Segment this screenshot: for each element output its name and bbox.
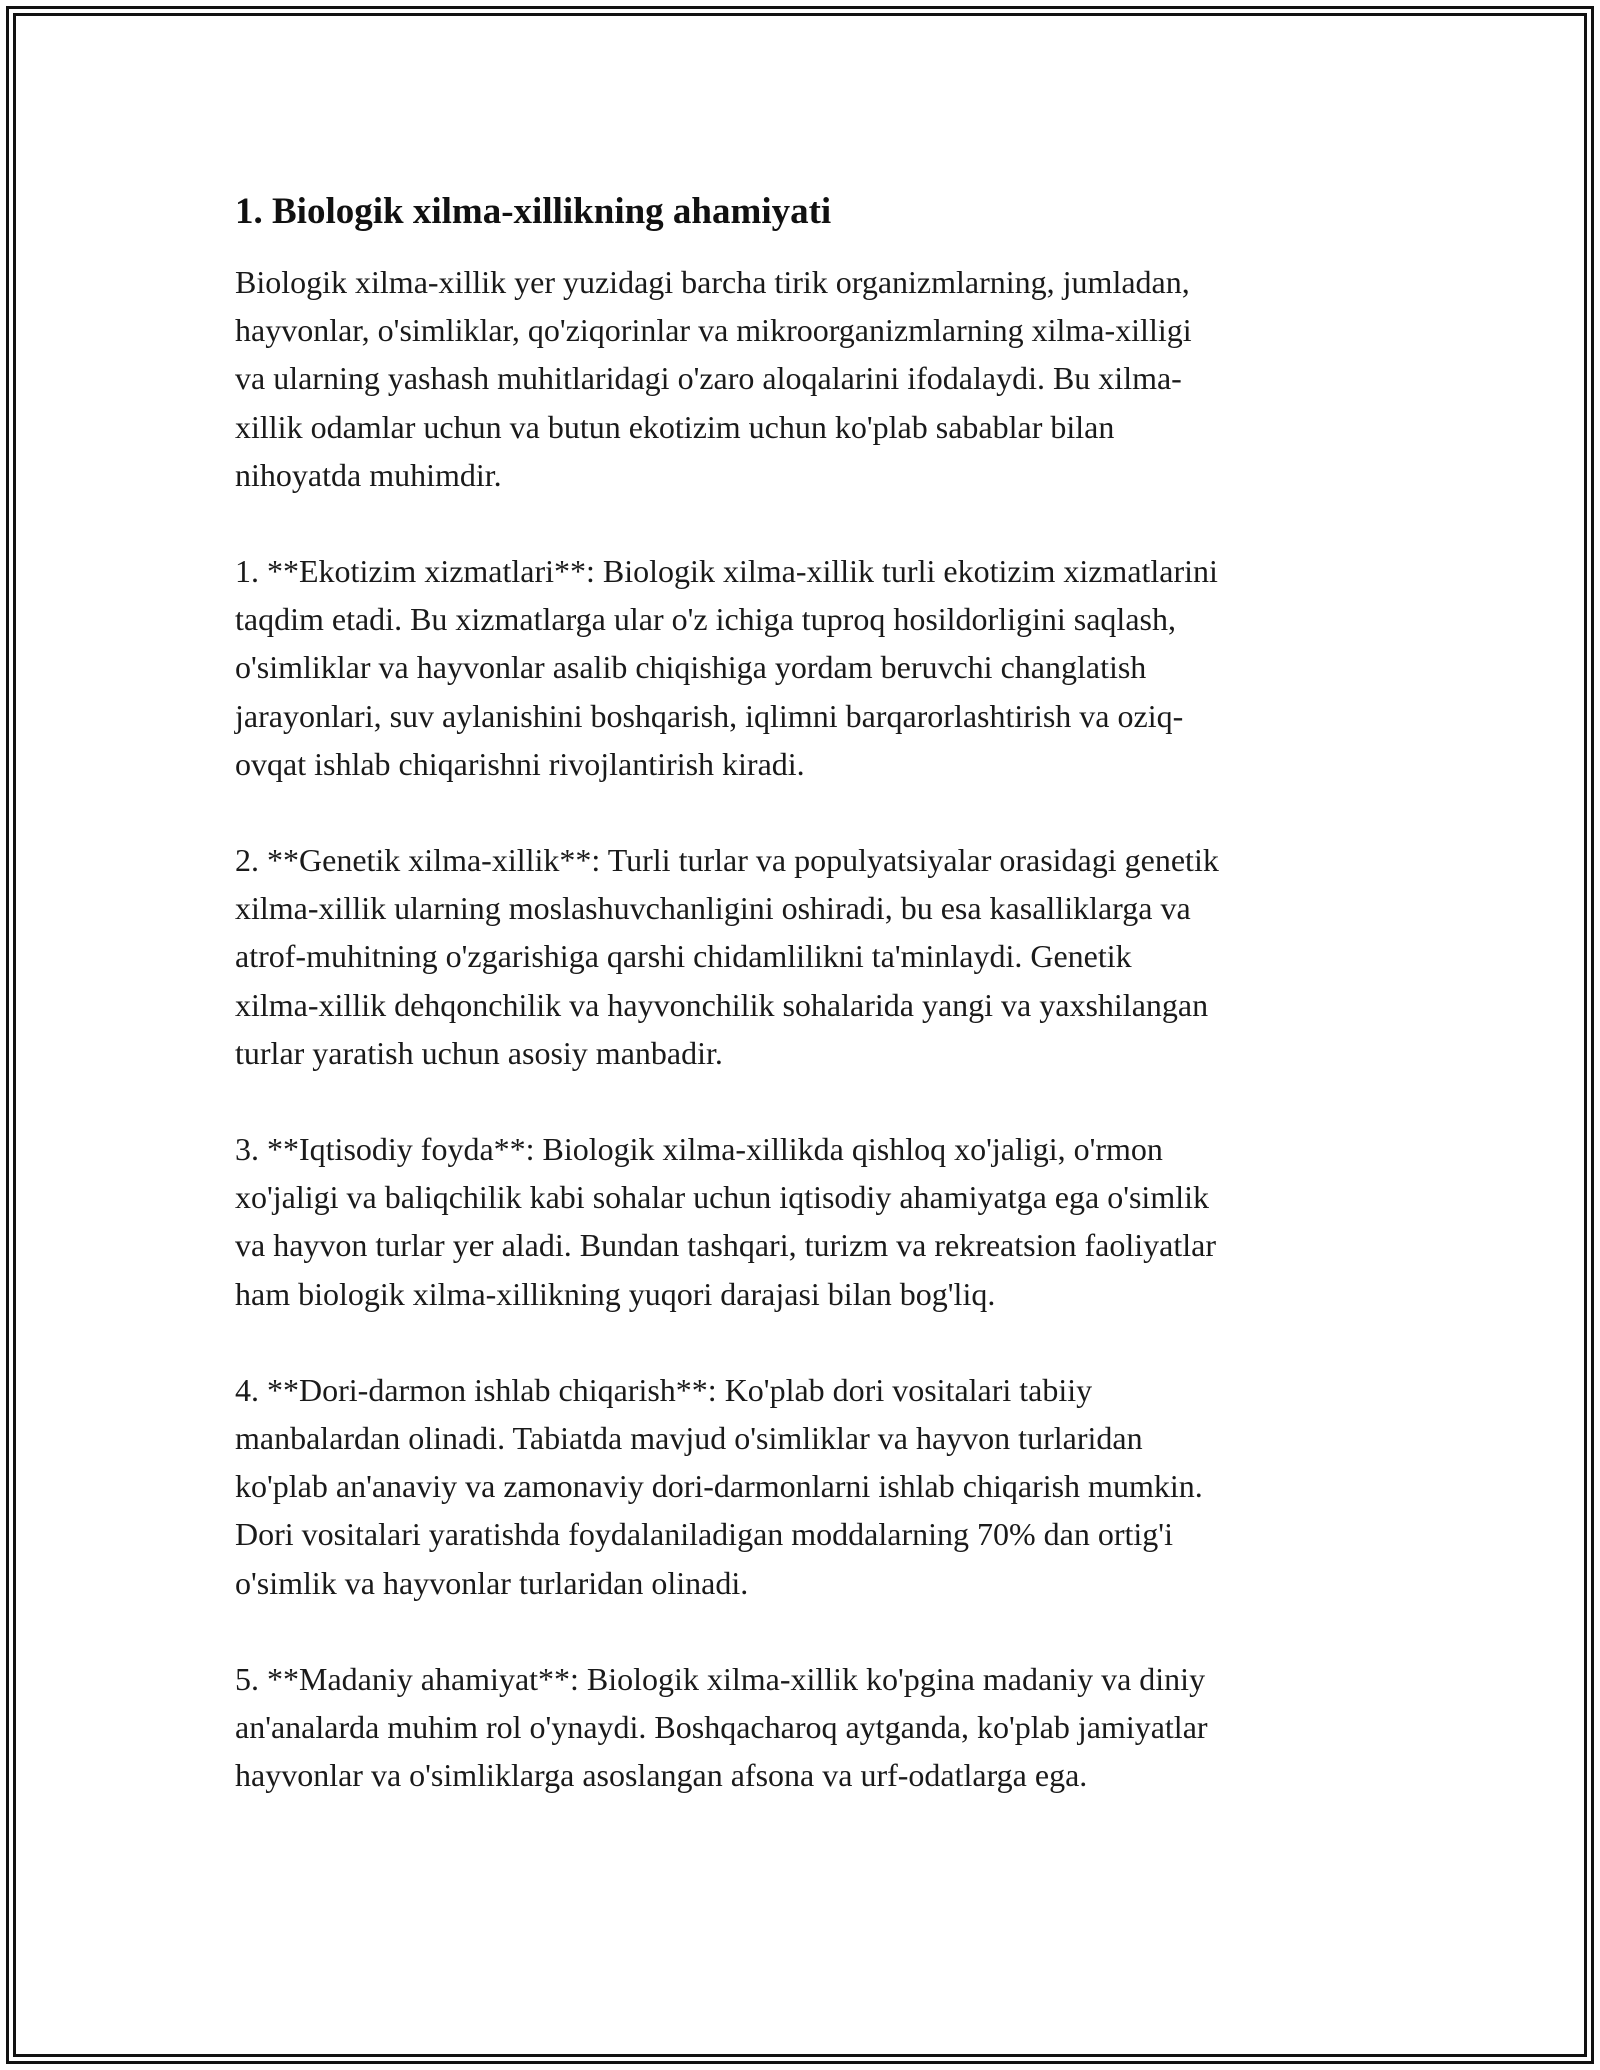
document-body xyxy=(235,188,1370,1847)
paragraph-ecosystem-services: 1. **Ekotizim xizmatlari**: Biologik xilma-xillik turli ekotizim xizmatlarini taqdim etadi. Bu xizmatlarga ular o'z ichiga tuproq hosildorligini saqlash, o'simliklar va hayvonlar asalib chiqishiga yordam beruvchi changlatish jarayonlari, suv aylanishini boshqarish, iqlimni barqarorlashtirish va oziq- ovqat ishlab chiqarishni rivojlantirish kiradi. xyxy=(235,553,1218,782)
document-title: 1. Biologik xilma-xillikning ahamiyati xyxy=(235,191,832,232)
paragraph-cultural-significance: 5. **Madaniy ahamiyat**: Biologik xilma-xillik ko'pgina madaniy va diniy an'analarda muhim rol o'ynaydi. Boshqacharoq aytganda, ko'plab jamiyatlar hayvonlar va o'simliklarga asoslangan afsona va urf-odatlarga ega. xyxy=(235,1660,1208,1794)
intro-paragraph: Biologik xilma-xillik yer yuzidagi barcha tirik organizmlarning, jumladan, hayvonlar, o'simliklar, qo'ziqorinlar va mikroorganizmlarning xilma-xilligi va ularning yashash muhitlaridagi o'zaro aloqalarini ifodalaydi. Bu xilma- xillik odamlar uchun va butun ekotizim uchun ko'plab sabablar bilan nihoyatda muhimdir. xyxy=(235,264,1192,493)
paragraph-genetic-diversity: 2. **Genetik xilma-xillik**: Turli turlar va populyatsiyalar orasidagi genetik xilma-xillik ularning moslashuvchanligini oshiradi, bu esa kasalliklarga va atrof-muhitning o'zgarishiga qarshi chidamlilikni ta'minlaydi. Genetik xilma-xillik dehqonchilik va hayvonchilik sohalarida yangi va yaxshilangan turlar yaratish uchun asosiy manbadir. xyxy=(235,842,1219,1071)
paragraph-medicine-production: 4. **Dori-darmon ishlab chiqarish**: Ko'plab dori vositalari tabiiy manbalardan olinadi. Tabiatda mavjud o'simliklar va hayvon turlaridan ko'plab an'anaviy va zamonaviy dori-darmonlarni ishlab chiqarish mumkin. Dori vositalari yaratishda foydalaniladigan moddalarning 70% dan ortig'i o'simlik va hayvonlar turlaridan olinadi. xyxy=(235,1371,1203,1601)
paragraph-economic-benefit: 3. **Iqtisodiy foyda**: Biologik xilma-xillikda qishloq xo'jaligi, o'rmon xo'jaligi va baliqchilik kabi sohalar uchun iqtisodiy ahamiyatga ega o'simlik va hayvon turlar yer aladi. Bundan tashqari, turizm va rekreatsion faoliyatlar ham biologik xilma-xillikning yuqori darajasi bilan bog'liq. xyxy=(235,1131,1216,1312)
